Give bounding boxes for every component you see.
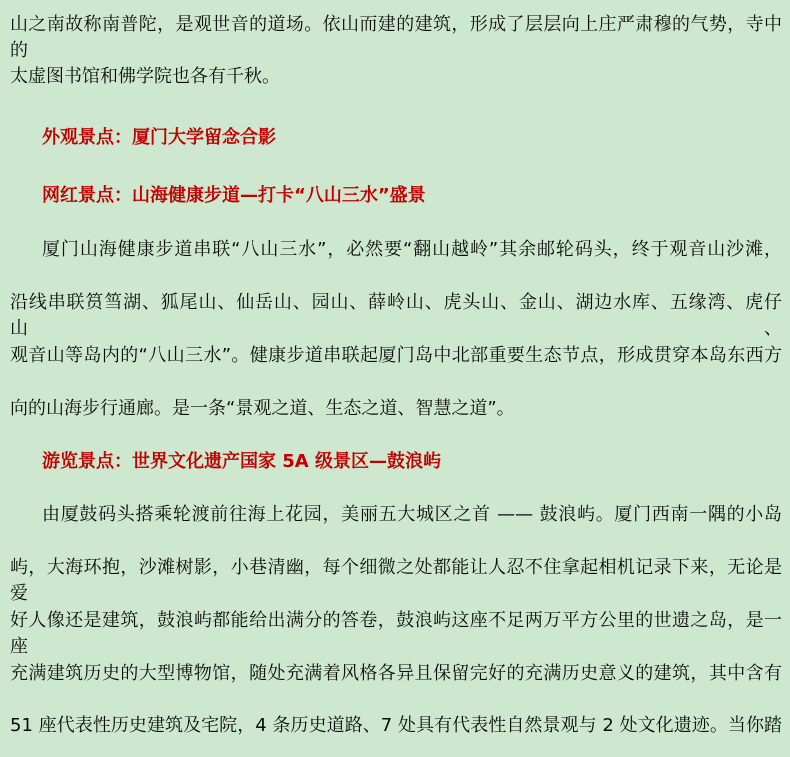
paragraph-line: 51 座代表性历史建筑及宅院，4 条历史道路、7 处具有代表性自然景观与 2 处文化遗迹。当你踏 — [10, 715, 782, 736]
paragraph-line: 向的山海步行通廊。是一条“景观之道、生态之道、智慧之道”。 — [10, 398, 515, 419]
paragraph-line: 沿线串联筼筜湖、狐尾山、仙岳山、园山、薛岭山、虎头山、金山、湖边水库、五缘湾、虎仔山、 — [10, 292, 782, 339]
paragraph-line: 太虚图书馆和佛学院也各有千秋。 — [10, 66, 280, 87]
section-heading-exterior-spot: 外观景点：厦门大学留念合影 — [42, 127, 276, 148]
paragraph-line: 山之南故称南普陀，是观世音的道场。依山而建的建筑，形成了层层向上庄严肃穆的气势，寺中的 — [10, 14, 782, 61]
paragraph-line: 观音山等岛内的“八山三水”。健康步道串联起厦门岛中北部重要生态节点，形成贯穿本岛东西方 — [10, 345, 782, 366]
paragraph-line: 厦门山海健康步道串联“八山三水”，必然要“翻山越岭”其余邮轮码头，终于观音山沙滩， — [42, 239, 782, 260]
paragraph-line: 由厦鼓码头搭乘轮渡前往海上花园，美丽五大城区之首 —— 鼓浪屿。厦门西南一隅的小岛 — [42, 504, 782, 525]
section-heading-sightseeing-spot: 游览景点：世界文化遗产国家 5A 级景区—鼓浪屿 — [42, 451, 441, 472]
paragraph-line: 充满建筑历史的大型博物馆，随处充满着风格各异且保留完好的充满历史意义的建筑，其中含有 — [10, 663, 782, 684]
section-heading-popular-spot: 网红景点：山海健康步道—打卡“八山三水”盛景 — [42, 185, 426, 206]
paragraph-line: 好人像还是建筑，鼓浪屿都能给出满分的答卷，鼓浪屿这座不足两万平方公里的世遗之岛，是一座 — [10, 610, 782, 657]
paragraph-line: 屿，大海环抱，沙滩树影，小巷清幽，每个细微之处都能让人忍不住拿起相机记录下来，无论是爱 — [10, 557, 782, 604]
